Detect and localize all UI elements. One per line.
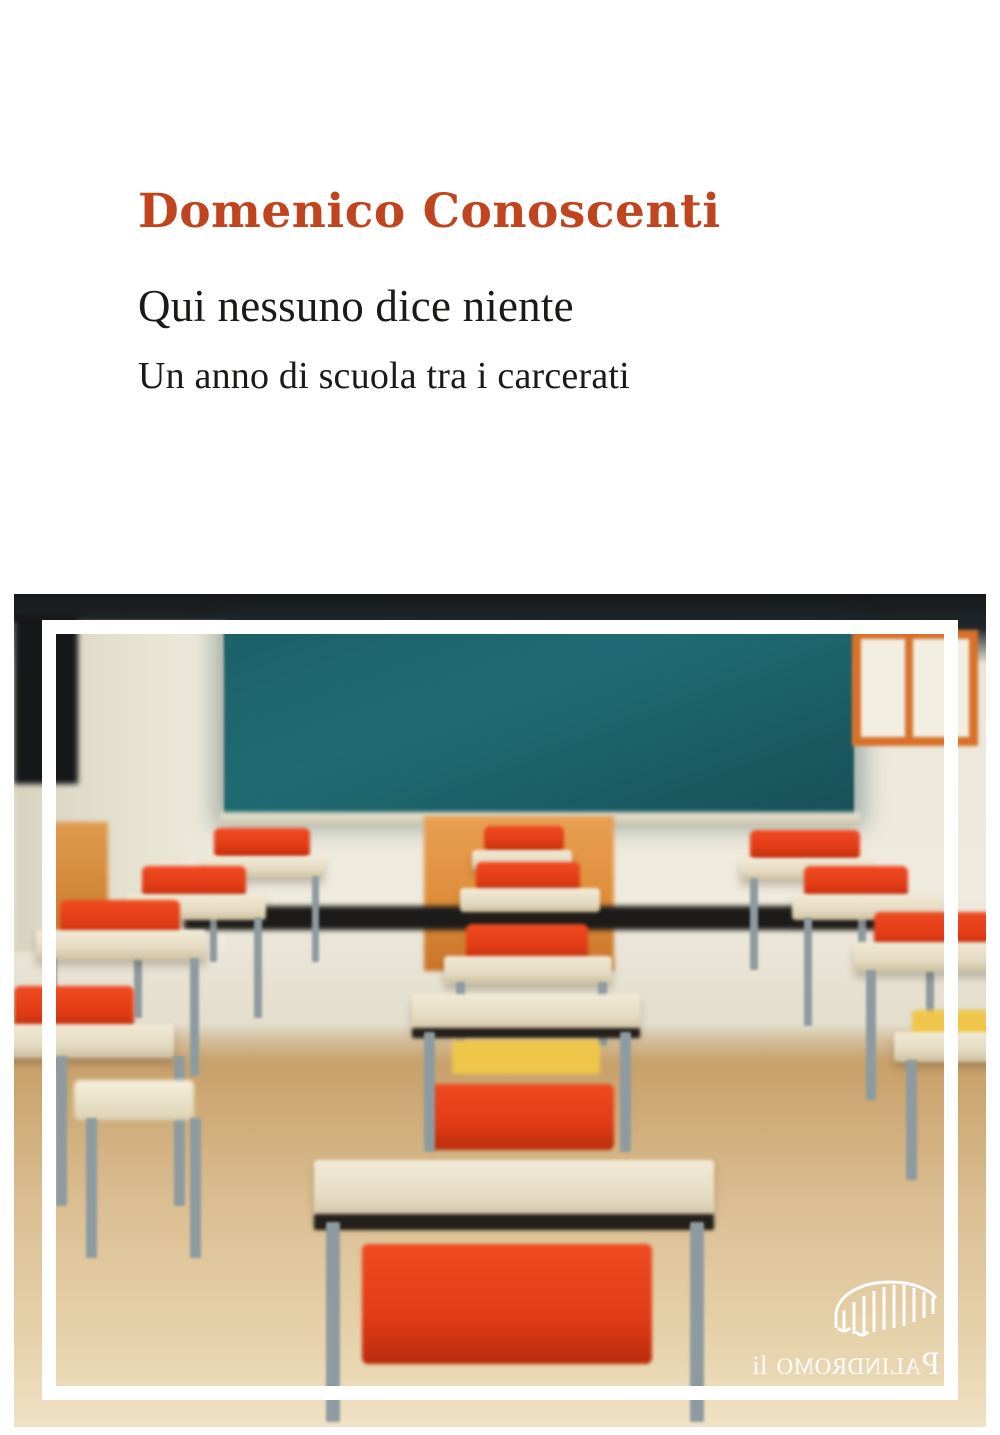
author-name: Domenico Conoscenti <box>138 184 721 239</box>
publisher-title: Palindromo <box>776 1346 940 1382</box>
desk-leg <box>254 918 262 1018</box>
desk <box>854 942 986 972</box>
publisher-article: il <box>752 1351 768 1380</box>
window-frame <box>852 630 978 746</box>
book-title: Qui nessuno dice niente <box>138 280 574 331</box>
publisher-name <box>752 1346 940 1383</box>
desk-leg <box>424 1032 435 1152</box>
chalkboard <box>224 628 854 818</box>
yellow-seat <box>452 1040 600 1074</box>
chair-pale <box>74 1080 194 1120</box>
desk-edge <box>412 1028 640 1038</box>
desk-leg <box>620 1032 631 1152</box>
desk-leg <box>804 918 812 1026</box>
desk <box>36 930 206 960</box>
cover-photo <box>14 594 986 1427</box>
desk <box>314 1160 714 1222</box>
cover-text-block <box>138 186 898 399</box>
wall-left-shadow <box>14 614 78 784</box>
desk-leg <box>312 876 319 962</box>
book-pages-logo-icon <box>830 1276 940 1338</box>
desk-leg <box>190 958 199 1076</box>
chair <box>214 828 310 858</box>
desk <box>894 1032 986 1062</box>
desk-leg <box>326 1222 340 1422</box>
desk-edge <box>314 1214 714 1230</box>
desk-leg <box>906 1060 917 1180</box>
desk <box>14 1024 174 1058</box>
chair <box>362 1244 652 1364</box>
publisher-logo <box>752 1276 940 1383</box>
chair <box>428 1084 614 1150</box>
desk-leg <box>86 1118 97 1258</box>
chair <box>750 830 860 860</box>
desk-leg <box>56 1056 67 1206</box>
desk-leg <box>690 1222 704 1422</box>
desk-leg <box>190 1118 201 1258</box>
book-subtitle: Un anno di scuola tra i carcerati <box>138 355 630 398</box>
desk <box>412 994 640 1032</box>
desk <box>444 956 612 984</box>
desk-leg <box>750 878 758 970</box>
desk <box>460 888 600 912</box>
chair <box>484 826 564 852</box>
desk-leg <box>866 970 876 1100</box>
desk-leg <box>174 1056 185 1206</box>
